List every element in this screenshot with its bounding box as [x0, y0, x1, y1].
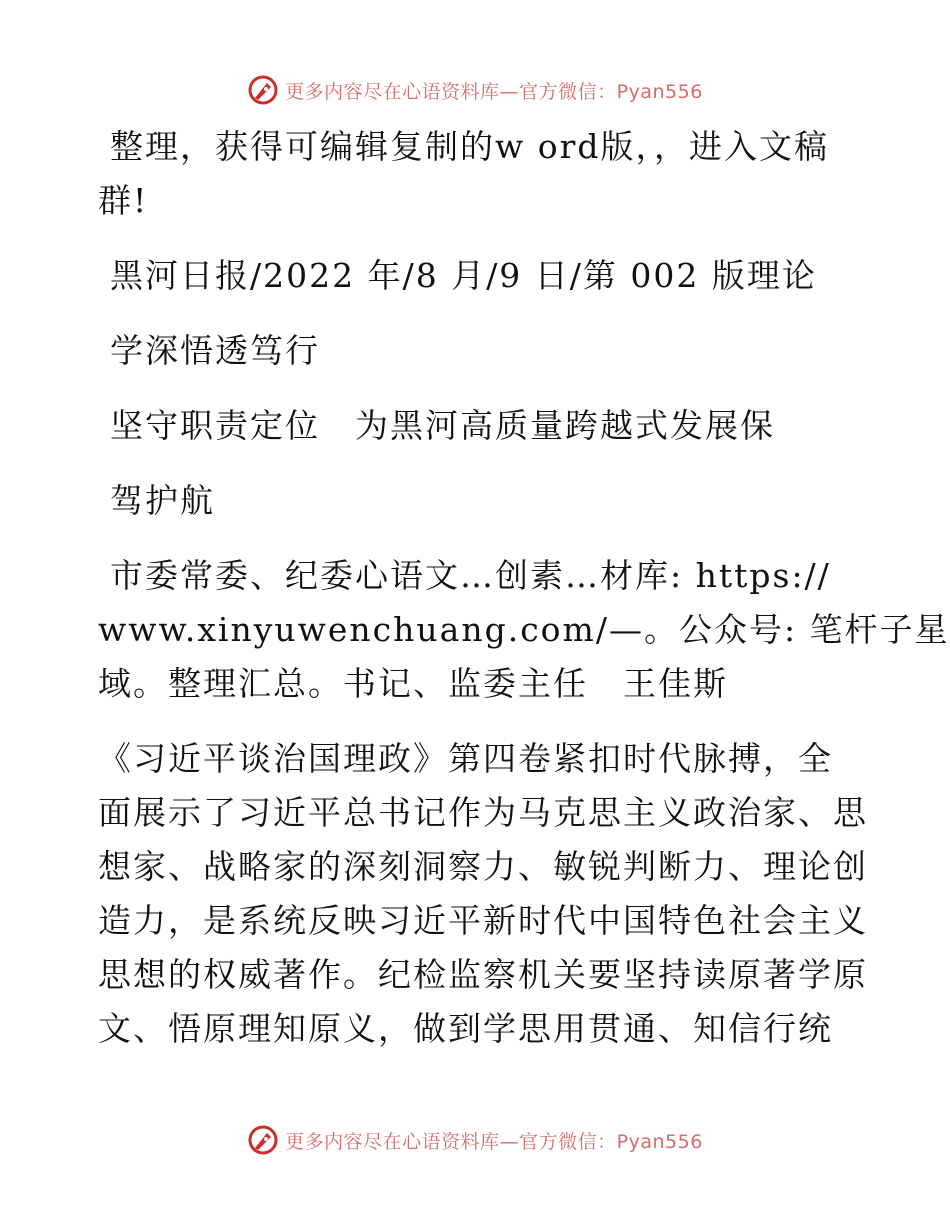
pen-nib-circle-icon [247, 1124, 279, 1156]
footer-banner [0, 1120, 950, 1160]
text-line: 整理，获得可编辑复制的w ord版，，进入文稿 [110, 127, 830, 166]
header-banner [0, 70, 950, 110]
body-paragraph-line: 面展示了习近平总书记作为马克思主义政治家、思 [98, 793, 868, 832]
body-paragraph-line: 思想的权威著作。纪检监察机关要坚持读原著学原 [98, 955, 868, 994]
source-line: 黑河日报/2022 年/8 月/9 日/第 002 版理论 [110, 256, 817, 295]
document-body [98, 120, 950, 1056]
body-paragraph-line: 想家、战略家的深刻洞察力、敏锐判断力、理论创 [98, 847, 868, 886]
author-line: 市委常委、纪委心语文…创素…材库: https:// [110, 556, 831, 595]
pen-nib-circle-icon [247, 74, 279, 106]
banner-text: 更多内容尽在心语资料库—官方微信：Pyan556 [285, 80, 703, 103]
article-title: 坚守职责定位 为黑河高质量跨越式发展保 [110, 406, 775, 445]
body-paragraph-line: 《习近平谈治国理政》第四卷紧扣时代脉搏，全 [98, 739, 833, 778]
text-line: 群! [98, 181, 149, 220]
author-line-cont: www.xinyuwenchuang.com/—。公众号: 笔杆子星 [98, 610, 950, 649]
article-title-cont: 驾护航 [110, 481, 215, 520]
body-paragraph-line: 文、悟原理知原义，做到学思用贯通、知信行统 [98, 1009, 833, 1048]
banner-text: 更多内容尽在心语资料库—官方微信：Pyan556 [285, 1130, 703, 1153]
body-paragraph-line: 造力，是系统反映习近平新时代中国特色社会主义 [98, 901, 868, 940]
author-line-cont: 域。整理汇总。书记、监委主任 王佳斯 [98, 664, 728, 703]
article-subtitle: 学深悟透笃行 [110, 331, 320, 370]
